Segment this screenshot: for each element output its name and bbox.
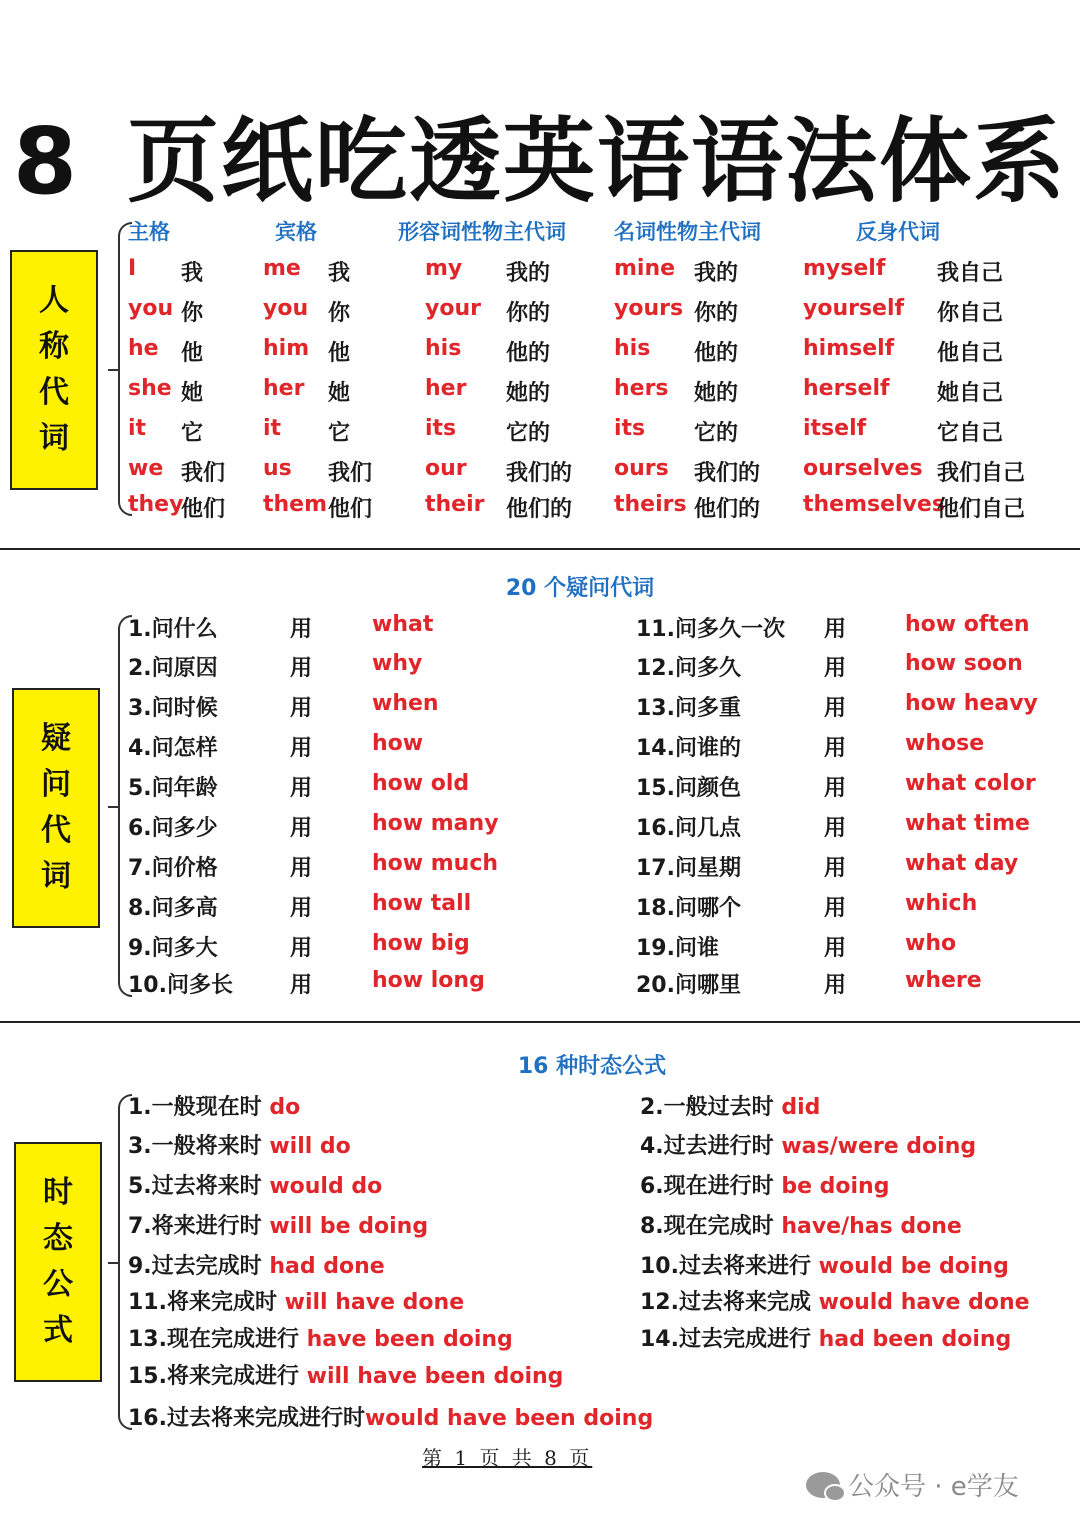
pronoun-word: its [425,416,457,441]
pronoun-word: it [128,416,147,441]
pronoun-meaning: 他的 [694,341,739,366]
tense-formula: would have done [818,1290,1030,1315]
pronoun-word: us [263,456,292,481]
question-word: how [372,731,424,756]
pronoun-word: it [263,416,282,441]
question-meaning: 14.问谁的 [636,736,741,761]
question-meaning: 4.问怎样 [128,736,218,761]
divider [0,548,1080,550]
question-word: how often [905,612,1030,637]
use-label: 用 [824,896,847,921]
pronoun-word: her [425,376,467,401]
question-section-title: 20 个疑问代词 [505,576,655,601]
page-title [0,88,1080,220]
pronoun-meaning: 他们的 [694,497,761,522]
question-meaning: 15.问颜色 [636,776,741,801]
pronoun-header: 形容词性物主代词 [398,220,566,244]
pronoun-word: yours [614,296,684,321]
question-word: how big [372,931,470,956]
pronoun-word: his [425,336,462,361]
tense-formula: do [269,1095,301,1120]
tense-formula: will have been doing [306,1364,564,1389]
use-label: 用 [824,736,847,761]
tense-name: 15.将来完成进行 [128,1364,307,1389]
page-footer: 第 1 页 共 8 页 [422,1446,593,1470]
question-meaning: 10.问多长 [128,973,233,998]
question-word: how many [372,811,499,836]
question-meaning: 6.问多少 [128,816,218,841]
pronoun-meaning: 他们自己 [937,497,1026,522]
question-meaning: 2.问原因 [128,656,218,681]
question-word: how tall [372,891,472,916]
pronoun-word: their [425,492,485,517]
question-word: which [905,891,978,916]
pronoun-meaning: 我的 [694,261,739,286]
question-word: how long [372,968,485,993]
tense-item [128,1401,653,1432]
pronoun-meaning: 我 [328,261,351,286]
pronoun-header: 反身代词 [856,220,940,244]
pronoun-word: your [425,296,481,321]
pronoun-word: her [263,376,305,401]
pronoun-meaning: 她 [328,381,351,406]
tense-name: 10.过去将来进行 [640,1254,819,1279]
pronoun-word: herself [803,376,890,401]
pronoun-meaning: 我的 [506,261,551,286]
use-label: 用 [290,973,313,998]
pronoun-word: my [425,256,463,281]
tense-formula: be doing [781,1174,890,1199]
tense-item [640,1090,820,1121]
question-word: what day [905,851,1019,876]
pronoun-meaning: 她 [181,381,204,406]
question-meaning: 5.问年龄 [128,776,218,801]
pronoun-meaning: 我们 [328,461,373,486]
use-label: 用 [290,736,313,761]
pronoun-header: 宾格 [275,220,317,244]
pronoun-meaning: 他们的 [506,497,573,522]
tense-name: 7.将来进行时 [128,1214,270,1239]
label-char: 公 [43,1267,73,1302]
question-section-label [12,688,100,928]
pronoun-meaning: 他们 [181,497,226,522]
tense-name: 9.过去完成时 [128,1254,270,1279]
pronoun-meaning: 你 [328,301,351,326]
tense-item [128,1090,300,1121]
label-char: 词 [39,421,69,456]
pronoun-meaning: 你 [181,301,204,326]
tense-formula: would have been doing [364,1406,654,1431]
pronoun-meaning: 我们的 [506,461,573,486]
use-label: 用 [824,617,847,642]
use-label: 用 [290,617,313,642]
use-label: 用 [290,776,313,801]
watermark-text: 公众号 · e学友 [848,1472,1019,1502]
tense-item [640,1249,1009,1280]
pronoun-meaning: 她自己 [937,381,1004,406]
tense-item [640,1209,962,1240]
question-meaning: 17.问星期 [636,856,741,881]
tense-name: 13.现在完成进行 [128,1327,307,1352]
tense-formula: would be doing [818,1254,1009,1279]
watermark [806,1466,1019,1503]
title-number: 8 [12,108,79,215]
pronoun-meaning: 你的 [506,301,551,326]
pronoun-word: himself [803,336,895,361]
pronoun-word: ourselves [803,456,923,481]
question-word: how much [372,851,499,876]
question-word: when [372,691,439,716]
pronoun-word: me [263,256,301,281]
pronoun-word: mine [614,256,676,281]
pronoun-word: they [128,492,184,517]
question-word: what time [905,811,1030,836]
pronoun-meaning: 我们的 [694,461,761,486]
tense-item [640,1322,1011,1353]
tense-formula: will be doing [269,1214,429,1239]
use-label: 用 [290,856,313,881]
tense-name: 8.现在完成时 [640,1214,782,1239]
tense-formula: had done [269,1254,385,1279]
pronoun-word: he [128,336,159,361]
question-meaning: 18.问哪个 [636,896,741,921]
pronoun-word: its [614,416,646,441]
question-meaning: 12.问多久 [636,656,741,681]
pronoun-meaning: 他自己 [937,341,1004,366]
tense-section-label [14,1142,102,1382]
question-meaning: 1.问什么 [128,617,218,642]
pronoun-word: theirs [614,492,687,517]
tense-item [640,1129,976,1160]
label-char: 代 [41,813,71,848]
pronoun-meaning: 它的 [506,421,551,446]
pronoun-word: I [128,256,137,281]
tense-item [128,1285,464,1316]
question-word: why [372,651,423,676]
question-word: how old [372,771,470,796]
label-char: 问 [41,767,71,802]
pronoun-word: him [263,336,310,361]
use-label: 用 [290,696,313,721]
question-meaning: 9.问多大 [128,936,218,961]
tense-name: 4.过去进行时 [640,1134,782,1159]
tense-formula: did [781,1095,821,1120]
pronoun-meaning: 它 [328,421,351,446]
pronoun-header: 名词性物主代词 [614,220,761,244]
tense-section-title: 16 种时态公式 [517,1054,667,1079]
use-label: 用 [290,896,313,921]
question-word: what [372,612,434,637]
tense-formula: was/were doing [781,1134,977,1159]
pronoun-word: we [128,456,164,481]
wechat-icon [806,1472,840,1498]
question-meaning: 20.问哪里 [636,973,741,998]
question-word: how heavy [905,691,1038,716]
tense-item [128,1169,382,1200]
pronoun-word: ours [614,456,669,481]
use-label: 用 [824,856,847,881]
tense-name: 5.过去将来时 [128,1174,270,1199]
pronoun-meaning: 她的 [694,381,739,406]
tense-item [640,1169,889,1200]
label-char: 时 [43,1175,73,1210]
use-label: 用 [824,696,847,721]
pronoun-meaning: 他的 [506,341,551,366]
question-word: whose [905,731,985,756]
pronoun-meaning: 它的 [694,421,739,446]
label-char: 态 [43,1221,73,1256]
tense-item [128,1322,513,1353]
tense-formula: have been doing [306,1327,513,1352]
use-label: 用 [824,816,847,841]
pronoun-word: hers [614,376,669,401]
pronoun-word: our [425,456,467,481]
pronoun-meaning: 它 [181,421,204,446]
tense-name: 14.过去完成进行 [640,1327,819,1352]
pronoun-word: themselves [803,492,945,517]
tense-item [128,1359,563,1390]
pronoun-section-label [10,250,98,490]
use-label: 用 [824,936,847,961]
tense-item [128,1209,428,1240]
pronoun-meaning: 她的 [506,381,551,406]
label-char: 词 [41,859,71,894]
pronoun-meaning: 他 [181,341,204,366]
pronoun-word: myself [803,256,886,281]
pronoun-word: yourself [803,296,905,321]
use-label: 用 [824,973,847,998]
label-char: 称 [39,329,69,364]
tense-name: 12.过去将来完成 [640,1290,819,1315]
tense-name: 2.一般过去时 [640,1095,782,1120]
pronoun-meaning: 我们自己 [937,461,1026,486]
pronoun-word: you [128,296,174,321]
label-char: 人 [39,283,69,318]
question-meaning: 13.问多重 [636,696,741,721]
tense-name: 6.现在进行时 [640,1174,782,1199]
question-meaning: 19.问谁 [636,936,719,961]
use-label: 用 [290,656,313,681]
tense-item [640,1285,1030,1316]
tense-name: 16.过去将来完成进行时 [128,1406,365,1431]
pronoun-meaning: 我们 [181,461,226,486]
pronoun-meaning: 你的 [694,301,739,326]
use-label: 用 [290,936,313,961]
tense-formula: had been doing [818,1327,1012,1352]
question-word: where [905,968,982,993]
question-word: who [905,931,957,956]
question-meaning: 8.问多高 [128,896,218,921]
question-word: how soon [905,651,1023,676]
question-word: what color [905,771,1036,796]
pronoun-word: his [614,336,651,361]
label-char: 代 [39,375,69,410]
use-label: 用 [290,816,313,841]
pronoun-word: them [263,492,328,517]
use-label: 用 [824,776,847,801]
tense-item [128,1249,385,1280]
pronoun-word: you [263,296,309,321]
question-meaning: 11.问多久一次 [636,617,785,642]
question-meaning: 16.问几点 [636,816,741,841]
label-char: 式 [43,1313,73,1348]
tense-item [128,1129,351,1160]
tense-name: 3.一般将来时 [128,1134,270,1159]
title-text: 页纸吃透英语语法体系 [127,108,1068,215]
tense-name: 11.将来完成时 [128,1290,285,1315]
pronoun-meaning: 他 [328,341,351,366]
divider [0,1021,1080,1023]
pronoun-meaning: 我自己 [937,261,1004,286]
pronoun-word: itself [803,416,867,441]
label-char: 疑 [41,721,71,756]
pronoun-meaning: 我 [181,261,204,286]
pronoun-meaning: 他们 [328,497,373,522]
tense-formula: have/has done [781,1214,962,1239]
tense-name: 1.一般现在时 [128,1095,270,1120]
question-meaning: 3.问时候 [128,696,218,721]
tense-formula: will do [269,1134,351,1159]
tense-formula: will have done [284,1290,465,1315]
pronoun-word: she [128,376,172,401]
pronoun-meaning: 你自己 [937,301,1004,326]
pronoun-header: 主格 [128,220,170,244]
tense-formula: would do [269,1174,383,1199]
pronoun-meaning: 它自己 [937,421,1004,446]
question-meaning: 7.问价格 [128,856,218,881]
use-label: 用 [824,656,847,681]
